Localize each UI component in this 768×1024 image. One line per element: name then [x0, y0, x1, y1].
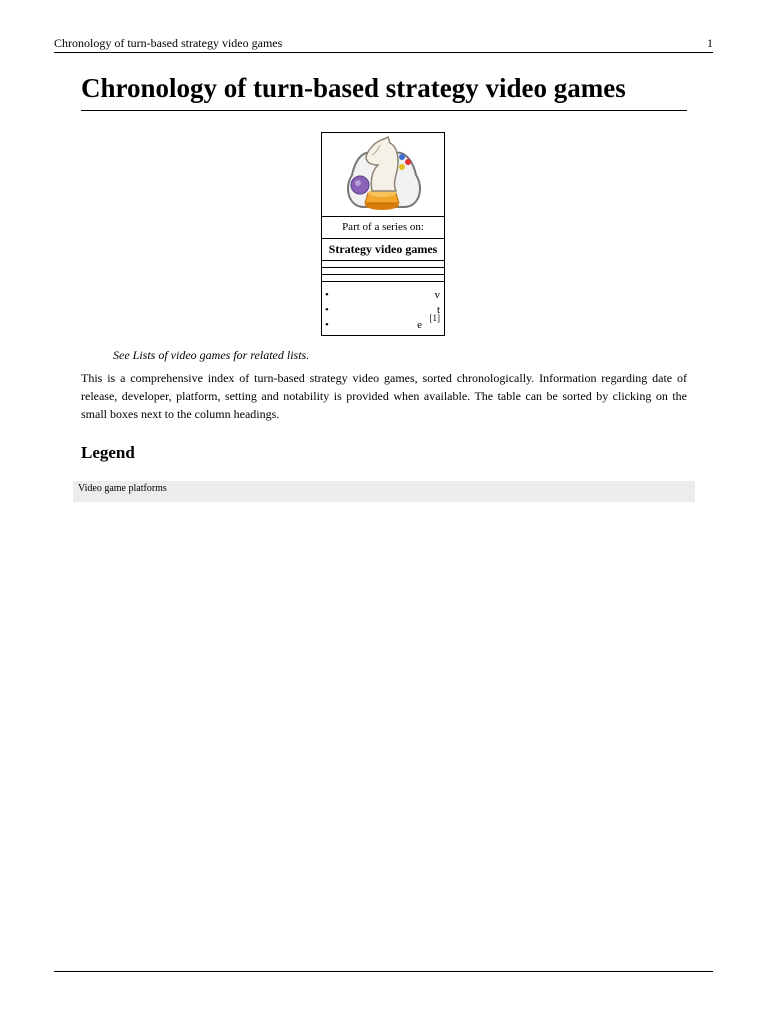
page-title: Chronology of turn-based strategy video games [81, 70, 687, 111]
running-header-title: Chronology of turn-based strategy video games [54, 36, 283, 50]
navbar-item-talk [325, 304, 440, 318]
infobox-caption: Part of a series on: [322, 217, 444, 239]
page-number: 1 [707, 36, 713, 50]
infobox-navbar [322, 282, 444, 338]
see-also-note: See Lists of video games for related lists. [113, 348, 310, 362]
reference-link[interactable]: [1] [429, 313, 440, 323]
bullet-icon: • [325, 304, 329, 316]
bullet-icon: • [325, 289, 329, 301]
navbar-item-edit [325, 313, 440, 333]
chess-knight-gamepad-icon [342, 135, 426, 213]
navbar-talk-link[interactable]: t [436, 304, 440, 316]
infobox-heading: Strategy video games [322, 239, 444, 261]
infobox-empty-row [322, 275, 444, 282]
running-header [54, 36, 713, 53]
platforms-label: Video game platforms [78, 483, 167, 494]
navbar-view-link[interactable]: v [434, 289, 440, 301]
infobox-empty-row [322, 268, 444, 275]
infobox-empty-row [322, 261, 444, 268]
video-game-platforms-bar[interactable] [73, 481, 695, 502]
intro-paragraph: This is a comprehensive index of turn-based strategy video games, sorted chronologically. Information regarding date of release, developer, platform, setting and notability is provided when available. The table can be sorted by clicking on the small boxes next to the column headings. [81, 371, 687, 421]
infobox [321, 132, 445, 336]
legend-heading: Legend [81, 443, 135, 462]
navbar-item-view [325, 289, 440, 303]
bullet-icon: • [325, 319, 329, 331]
navbar-edit-link[interactable]: e [417, 319, 422, 331]
footer-rule [54, 971, 713, 972]
infobox-image [322, 133, 444, 217]
